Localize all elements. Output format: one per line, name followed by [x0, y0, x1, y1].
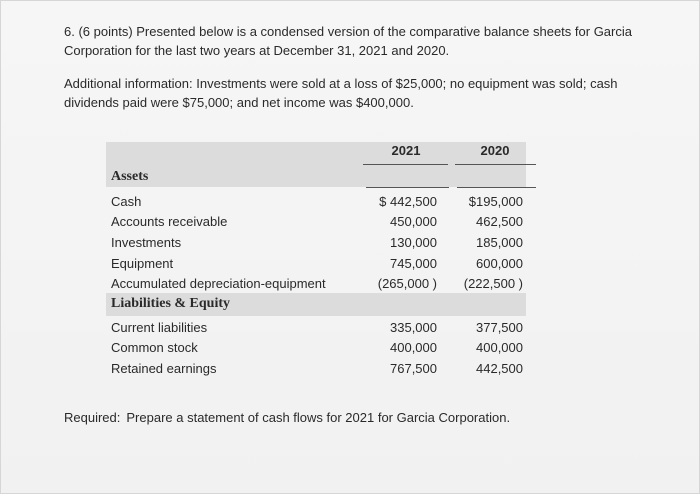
required-label: Required: [64, 410, 121, 425]
balance-row [1, 235, 700, 255]
value-2020: 377,500 [476, 320, 523, 335]
column-rule-2020-top [455, 164, 536, 165]
row-label: Equipment [111, 256, 174, 271]
value-2021: 130,000 [390, 235, 437, 250]
additional-information: Additional information: Investments were sold at a loss of $25,000; no equipment was sold; cash dividends paid were $75,000; and net income was $400,000. [64, 76, 618, 110]
question-header: 6. (6 points) Presented below is a condensed version of the comparative balance sheets for Garcia Corporation for the last two years at December 31, 2021 and 2020. [64, 24, 632, 58]
value-2021: 767,500 [390, 361, 437, 376]
row-label: Current liabilities [111, 320, 208, 335]
value-2020: (222,500 ) [463, 276, 523, 291]
row-label: Investments [111, 235, 182, 250]
balance-row [1, 320, 700, 340]
row-label: Accumulated depreciation-equipment [111, 276, 326, 291]
balance-row [1, 194, 700, 214]
column-header-2020: 2020 [480, 143, 510, 158]
value-2020: 442,500 [476, 361, 523, 376]
value-2020: 185,000 [476, 235, 523, 250]
balance-row [1, 214, 700, 234]
value-2021: (265,000 ) [377, 276, 437, 291]
value-2021: 400,000 [390, 340, 437, 355]
column-rule-2021-top [363, 164, 448, 165]
value-2021: $ 442,500 [379, 194, 437, 209]
balance-row [1, 340, 700, 360]
value-2021: 335,000 [390, 320, 437, 335]
required-text: Prepare a statement of cash flows for 2021 for Garcia Corporation. [126, 410, 511, 425]
row-label: Retained earnings [111, 361, 217, 376]
balance-row [1, 256, 700, 276]
column-header-2021: 2021 [391, 143, 421, 158]
column-rule-2021-bottom [366, 187, 449, 188]
value-2020: 400,000 [476, 340, 523, 355]
value-2020: 600,000 [476, 256, 523, 271]
row-label: Accounts receivable [111, 214, 228, 229]
liabilities-equity-heading: Liabilities & Equity [111, 296, 231, 311]
balance-row [1, 276, 700, 296]
required-instruction [64, 408, 510, 427]
value-2021: 450,000 [390, 214, 437, 229]
row-label: Cash [111, 194, 142, 209]
value-2020: 462,500 [476, 214, 523, 229]
balance-row [1, 361, 700, 381]
value-2020: $195,000 [468, 194, 523, 209]
assets-heading: Assets [111, 169, 149, 184]
row-label: Common stock [111, 340, 198, 355]
column-rule-2020-bottom [457, 187, 536, 188]
value-2021: 745,000 [390, 256, 437, 271]
